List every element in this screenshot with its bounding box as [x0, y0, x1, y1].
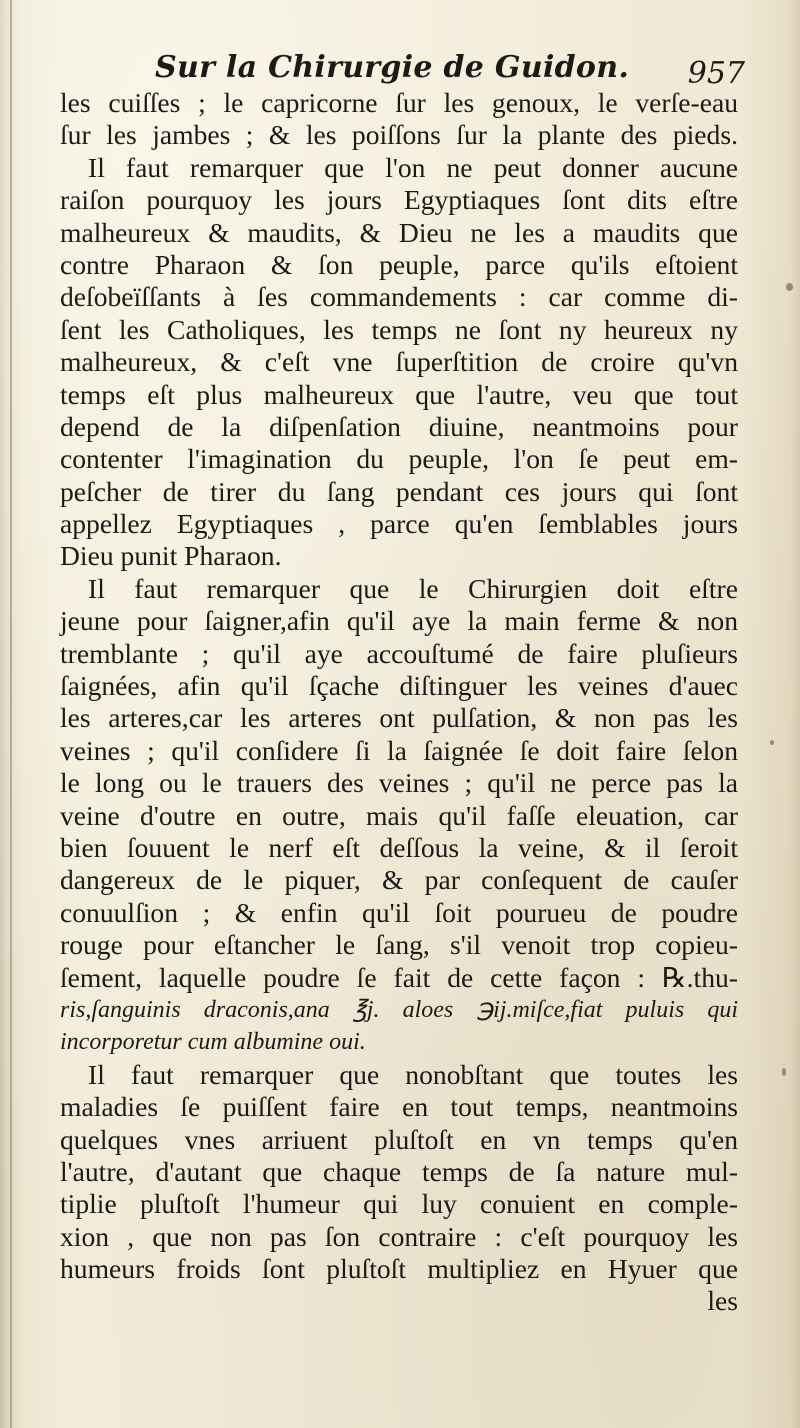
text-line: appellez Egyptiaques , parce qu'en ſemblables jours: [60, 508, 738, 540]
paragraph-end-line: Dieu punit Pharaon.: [60, 540, 282, 572]
body-text: [60, 87, 738, 1318]
text-line: contenter l'imagination du peuple, l'on ſe peut em-: [60, 443, 738, 475]
text-line: tiplie pluſtoſt l'humeur qui luy conuient en comple-: [60, 1188, 738, 1220]
paragraph-start-line: Il faut remarquer que le Chirurgien doit eſtre: [88, 572, 738, 604]
text-line: ſent les Catholiques, les temps ne ſont ny heureux ny: [60, 313, 738, 345]
text-line: xion , que non pas ſon contraire : c'eſt pourquoy les: [60, 1220, 738, 1252]
text-line: temps eſt plus malheureux que l'autre, veu que tout: [60, 378, 738, 410]
ink-spot: [782, 1068, 786, 1076]
text-line: depend de la diſpenſation diuine, neantmoins pour: [60, 410, 738, 442]
text-line: bien ſouuent le nerf eſt deſſous la veine, & il ſeroit: [60, 831, 738, 863]
catchword: les: [707, 1285, 738, 1317]
text-line: tremblante ; qu'il aye accouſtumé de faire pluſieurs: [60, 637, 738, 669]
text-line: humeurs froids ſont pluſtoſt multipliez en Hyuer que: [60, 1253, 738, 1285]
text-line: les arteres,car les arteres ont pulſation, & non pas les: [60, 702, 738, 734]
text-line: veine d'outre en outre, mais qu'il faſſe eleuation, car: [60, 799, 738, 831]
page-gutter: [10, 0, 12, 1428]
text-line: quelques vnes arriuent pluſtoſt en vn temps qu'en: [60, 1123, 738, 1155]
text-line: rouge pour eſtancher le ſang, s'il venoit trop copieu-: [60, 929, 738, 961]
text-line: deſobeïſſants à ſes commandements : car comme di-: [60, 281, 738, 313]
ink-spot: [786, 283, 793, 291]
text-line: contre Pharaon & ſon peuple, parce qu'ils eſtoient: [60, 248, 738, 280]
running-title: Sur la Chirurgie de Guidon.: [155, 50, 630, 85]
text-line: malheureux, & c'eſt vne ſuperſtition de croire qu'vn: [60, 346, 738, 378]
text-line: veines ; qu'il conſidere ſi la ſaignée ſe doit faire ſelon: [60, 734, 738, 766]
text-line: malheureux & maudits, & Dieu ne les a maudits que: [60, 216, 738, 248]
text-line: le long ou le trauers des veines ; qu'il ne perce pas la: [60, 767, 738, 799]
paragraph-start-line: Il faut remarquer que l'on ne peut donner aucune: [88, 151, 738, 183]
text-line: raiſon pourquoy les jours Egyptiaques ſont dits eſtre: [60, 184, 738, 216]
text-line: conuulſion ; & enfin qu'il ſoit pourueu de poudre: [60, 896, 738, 928]
ink-spot: [770, 740, 774, 745]
paragraph-start-line: Il faut remarquer que nonobſtant que toutes les: [88, 1058, 738, 1090]
text-line: l'autre, d'autant que chaque temps de ſa nature mul-: [60, 1155, 738, 1187]
page-number: 957: [687, 56, 745, 91]
text-line: maladies ſe puiſſent faire en tout temps, neantmoins: [60, 1091, 738, 1123]
text-line: peſcher de tirer du ſang pendant ces jours qui ſont: [60, 475, 738, 507]
text-line: dangereux de le piquer, & par conſequent de cauſer: [60, 864, 738, 896]
text-line: jeune pour ſaigner,afin qu'il aye la main ferme & non: [60, 605, 738, 637]
text-line: les cuiſſes ; le capricorne ſur les genoux, le verſe-eau: [60, 87, 738, 118]
text-line: ſaignées, afin qu'il ſçache diſtinguer les veines d'auec: [60, 670, 738, 702]
text-line: ſement, laquelle poudre ſe fait de cette façon : ℞.thu-: [60, 961, 738, 993]
recipe-line: ris,ſanguinis draconis,ana ℥j. aloes ℈ij.miſce,fiat puluis qui: [60, 996, 738, 1023]
text-line: ſur les jambes ; & les poiſſons ſur la plante des pieds.: [60, 119, 738, 151]
recipe-line: incorporetur cum albumine oui.: [60, 1029, 366, 1056]
